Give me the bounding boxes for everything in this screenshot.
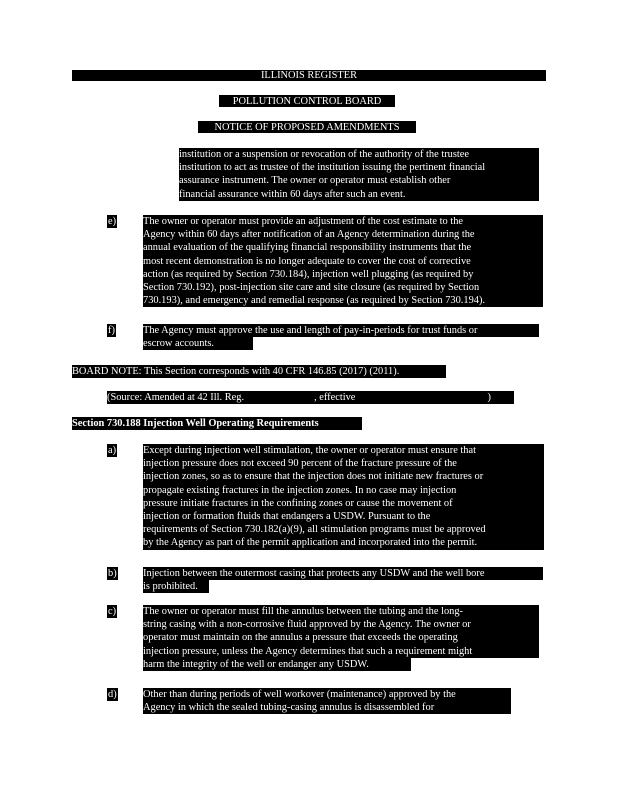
notice-title: NOTICE OF PROPOSED AMENDMENTS [198, 121, 416, 133]
section-heading: Section 730.188 Injection Well Operating Requirements [72, 417, 362, 430]
item-a-line: pressure initiate fractures in the confining zones or cause the movement of [143, 497, 544, 510]
source-suffix: ) [487, 392, 491, 403]
item-d-line: Other than during periods of well workover (maintenance) approved by the [143, 688, 511, 701]
item-a-paragraph [143, 444, 544, 550]
item-a-line: injection or formation fluids that endangers a USDW. Pursuant to the [143, 510, 544, 523]
item-c-line: injection pressure, unless the Agency determines that such a requirement might [143, 645, 539, 658]
item-e-line: The owner or operator must provide an adjustment of the cost estimate to the [143, 215, 543, 228]
source-prefix: (Source: Amended at 42 Ill. Reg. [107, 392, 245, 403]
register-title: ILLINOIS REGISTER [260, 70, 358, 81]
item-e-line: action (as required by Section 730.184), injection well plugging (as required by [143, 268, 543, 281]
item-label-d: d) [108, 689, 117, 700]
item-e-line: Agency within 60 days after notification of an Agency determination during the [143, 228, 543, 241]
item-e-line: most recent demonstration is no longer adequate to cover the cost of corrective [143, 255, 543, 268]
item-d-line: Agency in which the sealed tubing-casing annulus is disassembled for [143, 701, 511, 714]
item-a-line: injection zones, so as to ensure that the injection does not initiate new fractures or [143, 470, 544, 483]
intro-line: institution to act as trustee of the institution issuing the pertinent financial [179, 161, 539, 174]
intro-line: financial assurance within 60 days after such an event. [179, 188, 539, 201]
item-label-e: e) [108, 216, 117, 227]
item-c-line: The owner or operator must fill the annulus between the tubing and the long- [143, 605, 539, 618]
item-label-a: a) [108, 445, 117, 456]
item-b-paragraph [143, 567, 543, 593]
item-a-line: Except during injection well stimulation, the owner or operator must ensure that [143, 444, 544, 457]
item-c-paragraph [143, 605, 539, 671]
item-label-f: f) [108, 325, 115, 336]
item-b-line: is prohibited. [143, 580, 209, 593]
item-e-line: annual evaluation of the qualifying financial responsibility instruments that the [143, 241, 543, 254]
item-label-c: c) [108, 606, 117, 617]
item-c-line: string casing with a non-corrosive fluid approved by the Agency. The owner or [143, 618, 539, 631]
item-e-paragraph [143, 215, 543, 307]
board-note: BOARD NOTE: This Section corresponds with 40 CFR 146.85 (2017) (2011). [72, 365, 446, 378]
board-title: POLLUTION CONTROL BOARD [219, 95, 395, 107]
item-label-b: b) [108, 568, 117, 579]
item-f-line: The Agency must approve the use and length of pay-in-periods for trust funds or [143, 324, 539, 337]
source-line [107, 391, 514, 404]
item-b-line: Injection between the outermost casing that protects any USDW and the well bore [143, 567, 543, 580]
intro-line: institution or a suspension or revocation of the authority of the trustee [179, 148, 539, 161]
intro-paragraph [179, 148, 539, 201]
item-e-line: Section 730.192), post-injection site care and site closure (as required by Section [143, 281, 543, 294]
item-c-line: harm the integrity of the well or endanger any USDW. [143, 658, 411, 671]
item-d-paragraph [143, 688, 511, 714]
item-a-line: propagate existing fractures in the injection zones. In no case may injection [143, 484, 544, 497]
item-c-line: operator must maintain on the annulus a pressure that exceeds the operating [143, 631, 539, 644]
intro-line: assurance instrument. The owner or operator must establish other [179, 174, 539, 187]
item-f-line: escrow accounts. [143, 337, 253, 350]
item-e-line: 730.193), and emergency and remedial response (as required by Section 730.194). [143, 294, 543, 307]
item-a-line: by the Agency as part of the permit application and incorporated into the permit. [143, 536, 544, 549]
item-a-line: injection pressure does not exceed 90 percent of the fracture pressure of the [143, 457, 544, 470]
source-middle: , effective [314, 392, 356, 403]
item-f-paragraph [143, 324, 539, 350]
item-a-line: requirements of Section 730.182(a)(9), all stimulation programs must be approved [143, 523, 544, 536]
